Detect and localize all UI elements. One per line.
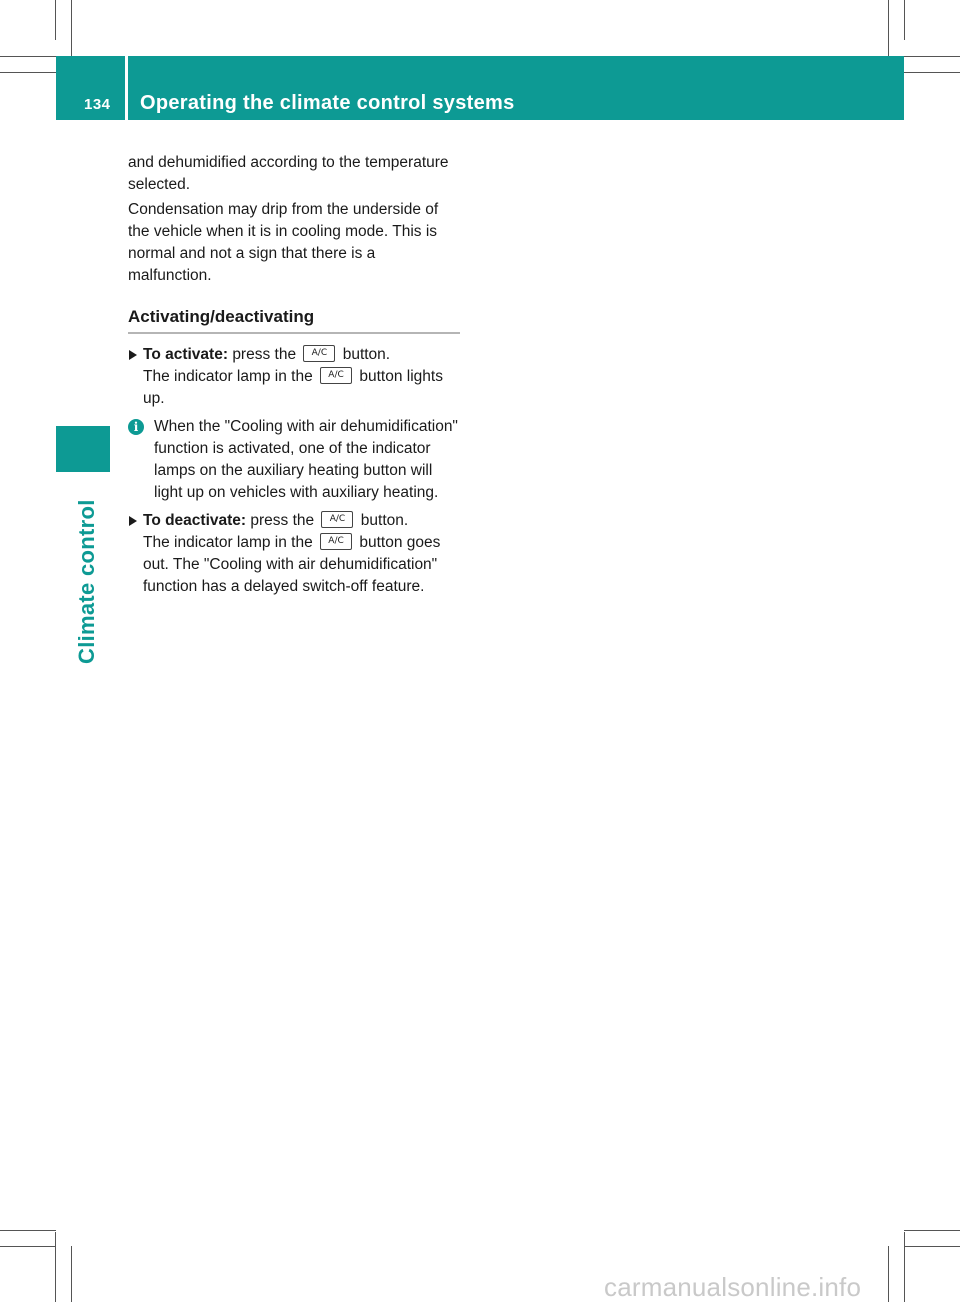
crop-mark <box>904 1246 960 1247</box>
crop-mark <box>0 1246 56 1247</box>
step-text: press the <box>232 346 297 363</box>
crop-mark <box>904 1230 960 1231</box>
ac-button-icon: A/C <box>320 533 352 550</box>
paragraph: Condensation may drip from the underside of the vehicle when it is in cooling mode. This is normal and not a sign that there is a malfunction. <box>128 201 439 284</box>
crop-mark <box>888 1246 889 1302</box>
page-number: 134 <box>84 96 111 113</box>
crop-mark <box>55 0 56 40</box>
step-arrow-icon <box>129 350 137 360</box>
step-label: To activate: <box>143 346 228 363</box>
crop-mark <box>71 1246 72 1302</box>
info-icon: i <box>128 419 144 435</box>
ac-button-icon: A/C <box>320 367 352 384</box>
step-label: To deactivate: <box>143 512 247 529</box>
crop-mark <box>71 0 72 56</box>
info-text: When the "Cooling with air dehumidification" function is activated, one of the indicator lamps on the auxiliary heating button will light up on vehicles with auxiliary heating. <box>154 418 458 501</box>
step-result: The indicator lamp in the <box>143 534 313 551</box>
step-deactivate <box>128 510 460 598</box>
step-activate <box>128 344 460 410</box>
step-text: press the <box>250 512 315 529</box>
step-result: The indicator lamp in the <box>143 368 313 385</box>
side-tab <box>56 426 110 472</box>
watermark: carmanualsonline.info <box>604 1272 862 1302</box>
crop-mark <box>904 72 960 73</box>
crop-mark <box>55 1232 56 1302</box>
ac-button-icon: A/C <box>321 511 353 528</box>
section-heading: Activating/deactivating <box>128 306 460 334</box>
crop-mark <box>0 1230 56 1231</box>
step-result: button goes out. The "Cooling with air dehumidification" function has a delayed switch-off feature. <box>143 534 441 595</box>
side-tab-label: Climate control <box>74 499 99 664</box>
paragraph: and dehumidified according to the temperature selected. <box>128 154 449 193</box>
crop-mark <box>904 56 960 57</box>
step-arrow-icon <box>129 516 137 526</box>
crop-mark <box>0 72 56 73</box>
crop-mark <box>904 0 905 40</box>
info-note <box>128 416 460 504</box>
step-text: button. <box>342 346 391 363</box>
crop-mark <box>0 56 56 57</box>
crop-mark <box>888 0 889 56</box>
header-divider <box>125 56 128 120</box>
step-result: button lights up. <box>143 368 443 407</box>
crop-mark <box>904 1232 905 1302</box>
ac-button-icon: A/C <box>303 345 335 362</box>
content-column <box>128 152 460 604</box>
chapter-title: Operating the climate control systems <box>140 92 515 114</box>
step-text: button. <box>360 512 409 529</box>
